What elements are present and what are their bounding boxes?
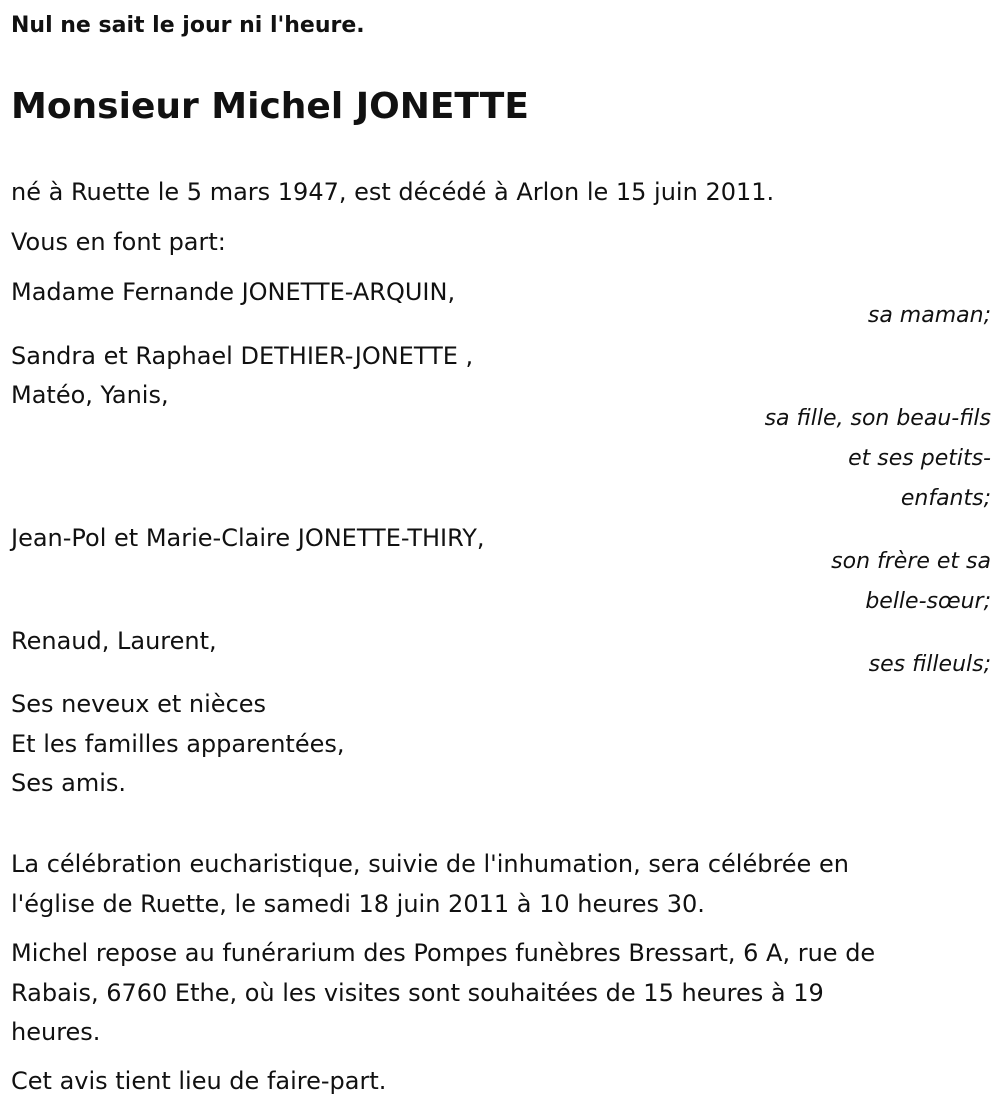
repose-line: Michel repose au funérarium des Pompes funèbres Bressart, 6 A, rue de [11,939,876,967]
family-name-line: Sandra et Raphael DETHIER-JONETTE , [11,342,474,370]
repose-line: Rabais, 6760 Ethe, où les visites sont souhaitées de 15 heures à 19 [11,979,824,1007]
family-name-line: Matéo, Yanis, [11,381,169,409]
family-relation-line: sa fille, son beau-fils [764,406,991,431]
family-name-line: Renaud, Laurent, [11,627,217,655]
family-relation-line: sa maman; [867,303,991,328]
family-name-line: Jean-Pol et Marie-Claire JONETTE-THIRY, [11,524,485,552]
family-relation-line: son frère et sa [831,549,991,574]
repose-line: heures. [11,1018,101,1046]
family-name-line: Ses neveux et nièces [11,690,267,718]
ceremony-line: La célébration eucharistique, suivie de l'inhumation, sera célébrée en [11,850,849,878]
closing-line: Cet avis tient lieu de faire-part. [11,1067,387,1095]
ceremony-line: l'église de Ruette, le samedi 18 juin 2011 à 10 heures 30. [11,890,705,918]
family-name-line: Et les familles apparentées, [11,730,345,758]
family-relation-line: belle-sœur; [865,589,991,614]
motto: Nul ne sait le jour ni l'heure. [11,13,365,38]
family-name-line: Madame Fernande JONETTE-ARQUIN, [11,278,456,306]
family-relation-line: et ses petits- [848,446,991,471]
family-relation-line: enfants; [900,486,991,511]
deceased-name: Monsieur Michel JONETTE [11,86,529,127]
family-relation-line: ses filleuls; [868,652,991,677]
birth-death-line: né à Ruette le 5 mars 1947, est décédé à Arlon le 15 juin 2011. [11,178,775,206]
family-name-line: Ses amis. [11,769,127,797]
announce-line: Vous en font part: [11,228,226,256]
